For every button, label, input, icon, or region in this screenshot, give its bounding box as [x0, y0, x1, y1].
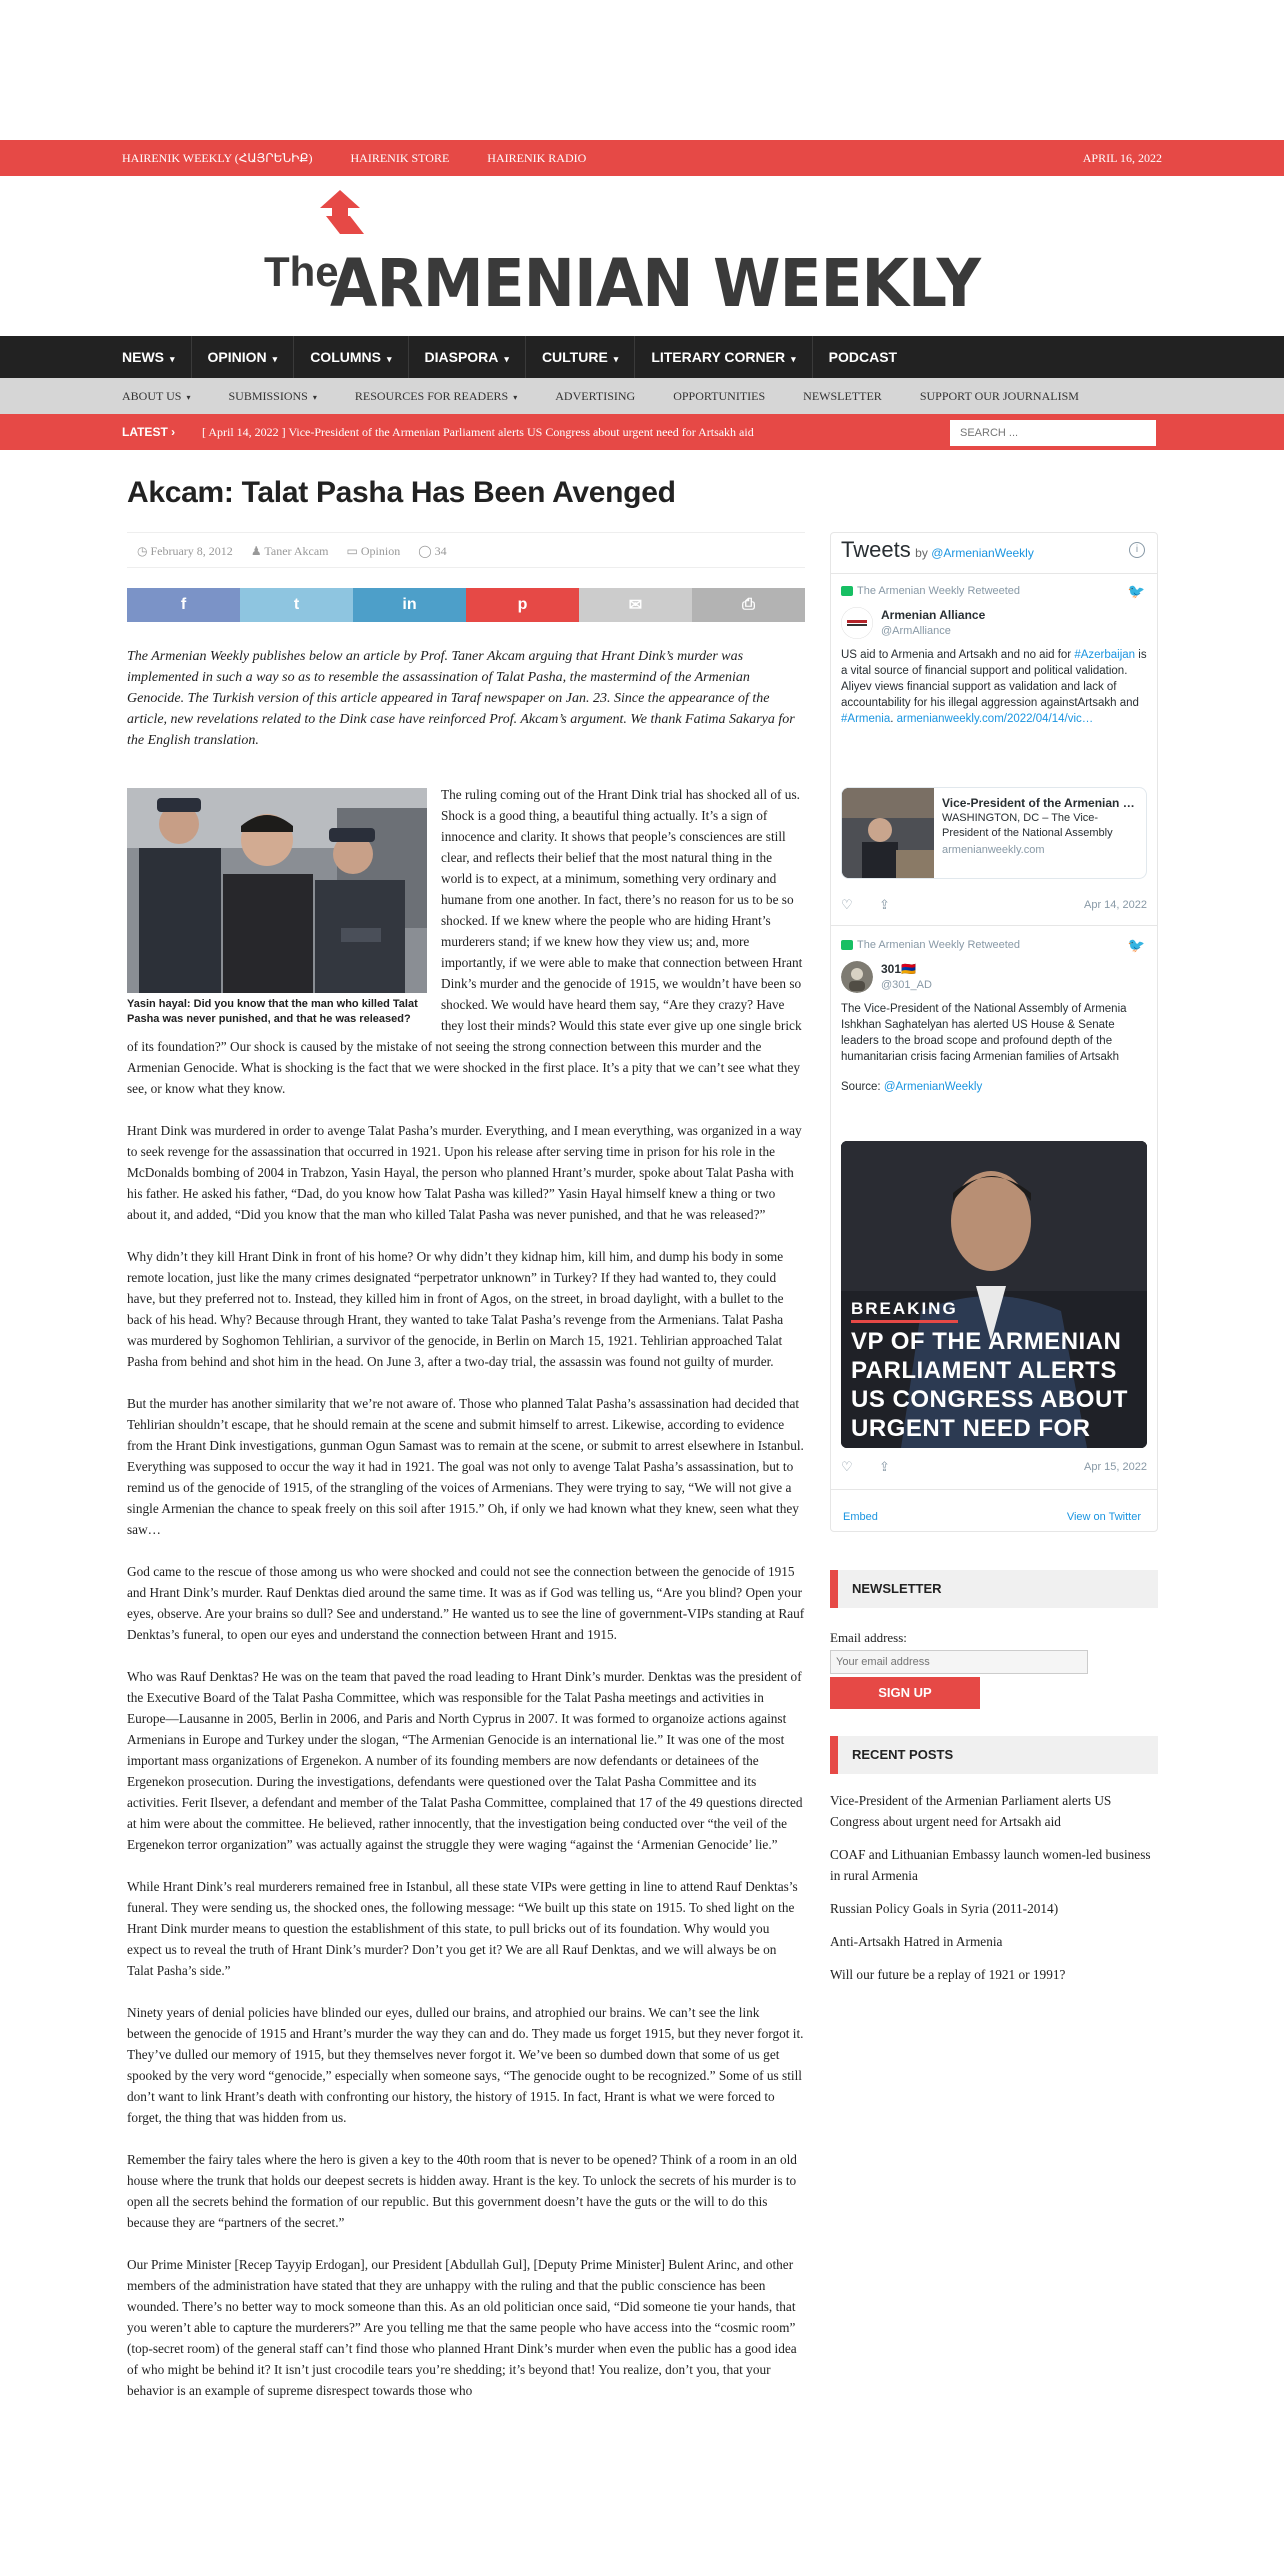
card-title: Vice-President of the Armenian …	[942, 796, 1135, 810]
article-meta	[127, 532, 805, 568]
chevron-down-icon: ▾	[170, 354, 175, 364]
newsletter-widget-title: NEWSLETTER	[830, 1570, 1158, 1608]
top-link-hairenik-weekly[interactable]: HAIRENIK WEEKLY (ՀԱՅՐԵՆԻՔ)	[122, 151, 313, 165]
tweets-title: Tweets	[841, 537, 911, 562]
tweet-media-image[interactable]	[841, 1141, 1147, 1448]
email-field[interactable]	[830, 1650, 1088, 1674]
tweet-1-actions	[841, 895, 1147, 915]
photo-caption: Yasin hayal: Did you know that the man who killed Talat Pasha was never punished, and that he was released?	[127, 998, 418, 1025]
meta-author-text: Taner Akcam	[264, 544, 329, 558]
subnav-about-us-label: ABOUT US	[122, 389, 182, 403]
subnav-advertising-label: ADVERTISING	[555, 389, 636, 403]
retweet-icon	[841, 940, 853, 950]
nav-culture-label: CULTURE	[541, 349, 608, 365]
nav-columns[interactable]	[294, 336, 408, 378]
subnav-advertising[interactable]	[555, 378, 635, 414]
retweet-label-text: The Armenian Weekly Retweeted	[857, 939, 1021, 951]
pinterest-icon: p	[517, 596, 528, 613]
twitter-bird-icon[interactable]: 🐦	[1127, 937, 1145, 953]
armenian-weekly-logo	[264, 190, 984, 320]
share-twitter-button[interactable]	[240, 588, 353, 622]
meta-author[interactable]	[251, 533, 329, 567]
view-on-twitter-link[interactable]: View on Twitter	[1066, 1511, 1141, 1523]
retweet-icon	[841, 586, 853, 596]
meta-comments-text: 34	[434, 544, 447, 558]
meta-date-text: February 8, 2012	[150, 544, 233, 558]
tweet-author[interactable]	[841, 961, 1147, 993]
nav-literary-corner-label: LITERARY CORNER	[651, 349, 786, 365]
hashtag-link[interactable]: #Armenia	[841, 713, 891, 725]
meta-date	[137, 533, 233, 567]
share-linkedin-button[interactable]	[353, 588, 466, 622]
chevron-down-icon: ▾	[613, 354, 619, 364]
heart-icon[interactable]: ♡	[841, 1459, 853, 1474]
divider	[831, 925, 1157, 926]
author-name: 301🇦🇲	[881, 962, 916, 976]
article-paragraph-2: Hrant Dink was murdered in order to avenge Talat Pasha’s murder. Everything, and I mean everything, was organized in a way to seek revenge for the assassination that occurred in 1921. Upon his release after serving time in prison for his role in the McDonalds bombing of 2004 in Trabzon, Yasin Hayal, the person who planned Hrant’s murder, spoke about Talat Pasha with his father. He asked his father, “Dad, do you know how Talat Pasha was killed?” Yasin Hayal himself knew a thing or two about it, and added, “Did you know that the man who killed Talat Pasha was never punished, and that he was released?”	[127, 1123, 802, 1222]
latest-label	[122, 414, 175, 450]
article-paragraph-3: Why didn’t they kill Hrant Dink in front of his home? Or why didn’t they kidnap him, kill him, and dump his body in some remote location, just like the many crimes designated “perpetrator unknown” in Turkey? If they had wanted to, they could have, but they preferred not to. Instead, they killed him in front of Agos, on the street, in broad daylight, with a bullet to the back of his head. Why? Because through Hrant, they wanted to take Talat Pasha’s revenge from the Armenians. Talat Pasha was murdered by Soghomon Tehlirian, a survivor of the genocide, in Berlin on March 15, 1921. Tehlirian approached Talat Pasha from behind and shot him in the head. On June 3, after a two-day trial, the assassin was found not guilty of murder.	[127, 1249, 784, 1369]
recent-post-link[interactable]: Will our future be a replay of 1921 or 1991?	[830, 1967, 1066, 1982]
avatar	[841, 961, 873, 993]
info-icon[interactable]: i	[1129, 542, 1145, 558]
tweet-author[interactable]	[841, 607, 1147, 639]
signup-button[interactable]: SIGN UP	[830, 1677, 980, 1709]
comment-icon: ◯	[418, 544, 432, 558]
share-facebook-button[interactable]	[127, 588, 240, 622]
chevron-right-icon: ›	[171, 425, 176, 439]
top-link-hairenik-store[interactable]: HAIRENIK STORE	[350, 151, 450, 165]
chevron-down-icon: ▾	[386, 354, 392, 364]
article-paragraph-8: Ninety years of denial policies have blinded our eyes, dulled our brains, and atrophied our brains. We can’t see the link between the genocide of 1915 and Hrant’s murder the way they can and do. They made us forget 1915, but they never forgot it. They’ve dulled our memory of 1915, but they themselves never forgot it. We’ve been so dumbed down that some of us get spooked by the very word “genocide,” especially when someone says, “The genocide ought to be recognized.” Some of us still don’t want to link Hrant’s death with confronting our history, the history of 1915. In fact, Hrant is what we were forced to forget, the thing that was hidden from us.	[127, 2005, 804, 2125]
retweet-label	[841, 937, 1147, 953]
nav-literary-corner[interactable]	[635, 336, 812, 378]
meta-category[interactable]	[347, 533, 401, 567]
nav-podcast[interactable]	[813, 336, 913, 378]
chevron-down-icon: ▾	[312, 393, 317, 402]
nav-podcast-label: PODCAST	[828, 349, 898, 365]
meta-category-text: Opinion	[360, 544, 401, 558]
subnav-opportunities[interactable]	[673, 378, 765, 414]
card-description: WASHINGTON, DC – The Vice-President of the National Assembly	[942, 812, 1113, 839]
top-link-hairenik-radio[interactable]: HAIRENIK RADIO	[487, 151, 587, 165]
tweet-text	[841, 647, 1147, 727]
nav-diaspora-label: DIASPORA	[424, 349, 499, 365]
share-email-button[interactable]	[579, 588, 692, 622]
twitter-bird-icon[interactable]: 🐦	[1127, 583, 1145, 599]
nav-news[interactable]	[106, 336, 192, 378]
breaking-label: BREAKING	[851, 1299, 958, 1323]
embed-link[interactable]: Embed	[843, 1511, 878, 1523]
subnav-about-us[interactable]	[122, 378, 190, 414]
chevron-down-icon: ▾	[272, 354, 278, 364]
article-paragraph-4: But the murder has another similarity that we’re not aware of. Those who planned Talat Pasha’s assassination had decided that Tehlirian shouldn’t escape, that he should remain at the scene and submit himself to arrest. Likewise, according to evidence from the Hrant Dink investigations, gunman Ogun Samast was to remain at the scene, or submit to arrest elsewhere in Istanbul. Everything was supposed to occur the way it had in 1921. The goal was not only to avenge Talat Pasha’s assassination, but to remind us of the genocide of 1915, of the strangling of the voices of Armenians. They were trying to say, “We will not give a single Armenian the chance to speak freely on this soil after 1915.” Oh, if only we had known what they knew, seen what they saw…	[127, 1396, 804, 1537]
author-handle: @ArmAlliance	[881, 625, 951, 637]
article-paragraph-6: Who was Rauf Denktas? He was on the team that paved the road leading to Hrant Dink’s murder. Denktas was the president of the Executive Board of the Talat Pasha Committee, which was responsible for the Talat Pasha meetings and activities in Europe—Lausanne in 2005, Berlin in 2006, and Paris and North Cyprus in 2007. It was formed to organoize actions against Armenians in Europe and Turkey under the slogan, “The Armenian Genocide is an international lie.” It was one of the most important mass organizations of Ergenekon. A number of its founding members are now defendants or detainees of the Ergenekon prosecution. During the investigations, defendants were questioned over the Talat Pasha Committee and its activities. Ferit Ilsever, a defendant and member of the Talat Pasha Committee, complained that 17 of the 49 questions directed at him were about the committee. He believed, rather innocently, that the investigation being conducted over “the veil of the Ergenekon terror organization” was actually against the struggle they were waging “against the ‘Armenian Genocide’ lie.”	[127, 1669, 803, 1852]
top-links	[122, 151, 586, 166]
breaking-headline: VP OF THE ARMENIAN PARLIAMENT ALERTS US CONGRESS ABOUT URGENT NEED FOR	[851, 1328, 1128, 1442]
link-card[interactable]	[841, 787, 1147, 879]
email-label: Email address:	[830, 1630, 907, 1645]
nav-columns-label: COLUMNS	[310, 349, 381, 365]
subnav-opportunities-label: OPPORTUNITIES	[673, 389, 766, 403]
card-thumbnail	[842, 788, 934, 879]
tweet-2-actions	[841, 1457, 1147, 1477]
subnav-submissions[interactable]	[228, 378, 316, 414]
tweet-2[interactable]	[841, 937, 1147, 1095]
tweet-url-link[interactable]: armenianweekly.com/2022/04/14/vic…	[896, 713, 1094, 725]
heart-icon[interactable]: ♡	[841, 897, 853, 912]
tweet-text-part: .	[890, 713, 897, 725]
hashtag-link[interactable]: #Azerbaijan	[1074, 649, 1136, 661]
share-icon[interactable]: ⇪	[879, 897, 890, 912]
latest-bar	[0, 414, 1284, 450]
nav-diaspora[interactable]	[409, 336, 526, 378]
source-label: Source:	[841, 1081, 884, 1093]
subnav-support-label: SUPPORT OUR JOURNALISM	[919, 389, 1079, 403]
article-paragraph-1	[127, 784, 805, 1099]
nav-opinion-label: OPINION	[207, 349, 267, 365]
divider	[831, 573, 1157, 574]
latest-ticker-link[interactable]: [ April 14, 2022 ] Vice-President of the Armenian Parliament alerts US Congress about urgent need for Artsakh aid	[202, 425, 754, 439]
sub-nav	[0, 378, 1284, 414]
email-icon: ✉	[628, 597, 643, 614]
source-handle-link[interactable]: @ArmenianWeekly	[883, 1081, 983, 1093]
print-icon: ⎙	[742, 596, 755, 613]
search-input[interactable]	[950, 420, 1156, 446]
subnav-newsletter[interactable]	[803, 378, 882, 414]
tweet-text: The Vice-President of the National Assembly of Armenia Ishkhan Saghatelyan has alerted US House & Senate leaders to the broad scope and profound depth of the humanitarian crisis facing Armenian families of Artsakh	[841, 1003, 1127, 1063]
subnav-support[interactable]	[920, 378, 1079, 414]
tweet-date[interactable]: Apr 15, 2022	[1084, 1461, 1147, 1473]
chevron-down-icon: ▾	[186, 393, 191, 402]
tweets-handle-link[interactable]: @ArmenianWeekly	[931, 546, 1034, 560]
retweet-label	[841, 583, 1147, 599]
nav-opinion[interactable]	[192, 336, 295, 378]
meta-comments[interactable]	[418, 533, 446, 567]
author-name: Armenian Alliance	[881, 608, 986, 622]
tweet-date[interactable]: Apr 14, 2022	[1084, 899, 1147, 911]
site-logo[interactable]	[264, 190, 984, 320]
recent-post-link[interactable]: Anti-Artsakh Hatred in Armenia	[830, 1934, 1003, 1949]
twitter-timeline	[830, 532, 1158, 1532]
clock-icon: ◷	[137, 544, 148, 558]
facebook-icon: f	[180, 596, 187, 613]
article-paragraph-1-text: The ruling coming out of the Hrant Dink trial has shocked all of us. Shock is a good thing, a beautiful thing actually. It’s a sign of innocence and clarity. It shows that people’s consciences are still clear, and reflects their belief that the most natural thing in the world is to expect, at a minimum, something very ordinary and humane from one another. In fact, there’s no reason for us to be so shocked. If we knew where the people who are hiding Hrant’s murderers stand; if we knew how they view us; and, more importantly, if we were able to make that connection between Hrant Dink’s murder and the genocide of 1915, we wouldn’t have been so shocked. We would have heard them say, “Are they crazy? Have they lost their minds? Would this state ever give up one single brick of its foundation?” Our shock is caused by the mistake of not seeing the strong connection between this murder and the Armenian Genocide. What is shocking is the fact that we were shocked in the first place. It’s a pity that we can’t see what they see, or know what they know.	[127, 787, 803, 1096]
folder-icon: ▭	[346, 544, 358, 558]
retweet-label-text: The Armenian Weekly Retweeted	[857, 585, 1021, 597]
main-nav	[0, 336, 1284, 378]
tweets-by: by	[915, 546, 928, 560]
subnav-resources[interactable]	[355, 378, 517, 414]
ad-space	[0, 0, 1284, 140]
article-paragraph-5: God came to the rescue of those among us who were shocked and could not see the connection between the genocide of 1915 and Hrant Dink’s murder. Rauf Denktas died around the same time. It was as if God was telling us, “Are you blind? Open your eyes, observe. Are your brains so dull? See and understand.” He wanted us to see the line of government-VIPs standing at Rauf Denktas’s funeral, to open our eyes and understand the connection between Hrant and 1915.	[127, 1564, 805, 1642]
twitter-icon: t	[293, 596, 300, 613]
author-handle: @301_AD	[881, 979, 932, 991]
chevron-down-icon: ▾	[513, 393, 518, 402]
latest-label-text: LATEST	[122, 425, 168, 439]
current-date: APRIL 16, 2022	[1082, 151, 1162, 165]
chevron-down-icon: ▾	[791, 354, 796, 364]
recent-post-link[interactable]: COAF and Lithuanian Embassy launch women-led business in rural Armenia	[830, 1847, 1151, 1883]
tweet-1[interactable]	[841, 583, 1147, 727]
recent-post-link[interactable]: Vice-President of the Armenian Parliament alerts US Congress about urgent need for Artsakh aid	[830, 1793, 1112, 1829]
card-domain: armenianweekly.com	[942, 844, 1045, 856]
article-body	[127, 784, 805, 2401]
tweet-text-part: is a vital source of financial support and political validation. Aliyev views financial support as validation and lack of accountability for his illegal aggression againstArtsakh and	[841, 649, 1147, 709]
svg-text:ARMENIAN WEEKLY: ARMENIAN WEEKLY	[330, 245, 983, 320]
article-paragraph-7: While Hrant Dink’s real murderers remained free in Istanbul, all these state VIPs were getting in line to attend Rauf Denktas’s funeral. They were sending us, the shocked ones, the following message: “We built up this state on 1915. To shed light on the Hrant Dink murder means to question the establishment of this state, to pull bricks out of its foundation. Why would you expect us to reveal the truth of Hrant Dink’s murder? Don’t you get it? We are all Rauf Denktas, and we will always be on Talat Pasha’s side.”	[127, 1879, 798, 1978]
print-button[interactable]	[692, 588, 805, 622]
subnav-resources-label: RESOURCES FOR READERS	[354, 389, 509, 403]
tweet-text-part: US aid to Armenia and Artsakh and no aid for	[841, 649, 1075, 661]
recent-posts-list	[830, 1790, 1158, 1997]
user-icon: ♟	[250, 544, 262, 558]
recent-posts-title: RECENT POSTS	[830, 1736, 1158, 1774]
subnav-newsletter-label: NEWSLETTER	[803, 389, 882, 403]
subnav-submissions-label: SUBMISSIONS	[228, 389, 308, 403]
svg-text:The: The	[264, 248, 339, 295]
linkedin-icon: in	[402, 596, 417, 613]
timeline-footer	[843, 1511, 1147, 1523]
recent-post-link[interactable]: Russian Policy Goals in Syria (2011-2014)	[830, 1901, 1059, 1916]
share-icon[interactable]: ⇪	[879, 1459, 890, 1474]
chevron-down-icon: ▾	[504, 354, 509, 364]
article-intro: The Armenian Weekly publishes below an article by Prof. Taner Akcam arguing that Hrant Dink’s murder was implemented in such a way so as to resemble the assassination of Talat Pasha, the mastermind of the Armenian Genocide. The Turkish version of this article appeared in Taraf newspaper on Jan. 23. Since the appearance of the article, new revelations related to the Dink case have reinforced Prof. Akcam’s argument. We thank Fatima Sakarya for the English translation.	[127, 649, 795, 748]
twitter-header	[831, 533, 1157, 565]
article-paragraph-9: Remember the fairy tales where the hero is given a key to the 40th room that is never to be opened? Think of a room in an old house where the trunk that holds our deepest secrets is hidden away. Hrant is the key. To unlock the secrets of his murder is to open all the secrets behind the formation of our republic. But this government doesn’t have the guts or the will to do this because they are “partners of the secret.”	[127, 2152, 797, 2230]
divider	[831, 1489, 1157, 1490]
avatar	[841, 607, 873, 639]
share-pinterest-button[interactable]	[466, 588, 579, 622]
article-paragraph-10: Our Prime Minister [Recep Tayyip Erdogan], our President [Abdullah Gul], [Deputy Prime Minister] Bulent Arinc, and other members of the administration have stated that they are unhappy with the ruling and that the public conscience has been wounded. There’s no better way to mock someone than this. As an old politician once said, “Did someone tie your hands, that you weren’t able to capture the murderers?” Are you telling me that the same people who have access into the “cosmic room” (top-secret room) of the general staff can’t find those who planned Hrant Dink’s murder when even the public has a good idea of who might be behind it? It isn’t just crocodile tears you’re shedding; it’s beyond that! You realize, don’t you, that your behavior is an example of supreme disrespect towards those who	[127, 2257, 797, 2398]
nav-news-label: NEWS	[122, 349, 164, 365]
top-bar	[0, 140, 1284, 176]
tweet-source	[841, 1079, 1147, 1095]
nav-culture[interactable]	[526, 336, 635, 378]
article-title: Akcam: Talat Pasha Has Been Avenged	[127, 476, 676, 509]
share-bar	[127, 588, 805, 622]
